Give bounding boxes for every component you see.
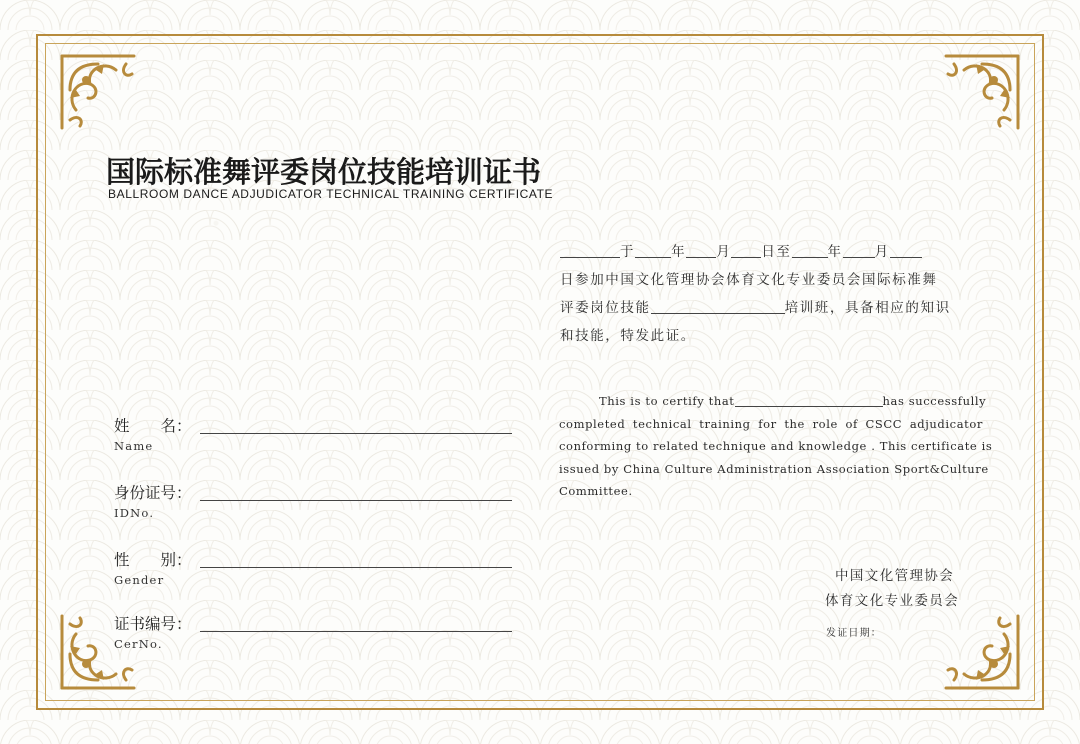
- cn-nian-text: 年: [671, 244, 687, 260]
- certificate-title-english: BALLROOM DANCE ADJUDICATOR TECHNICAL TRAINING CERTIFICATE: [108, 187, 554, 201]
- chinese-certification-text: [560, 238, 984, 350]
- cn-nian-text-2: 年: [827, 244, 843, 260]
- field-name-label: 姓 名：: [114, 417, 192, 435]
- cn-yue-text-2: 月: [874, 244, 890, 260]
- field-name-blank-line: [200, 433, 512, 434]
- field-id-number-blank-line: [200, 500, 512, 501]
- cn-line-3: [560, 294, 984, 322]
- field-gender-blank-line: [200, 567, 512, 568]
- field-gender: [114, 548, 514, 587]
- en-line-3: conforming to related technique and knowledge . This certificate is: [559, 439, 993, 453]
- cn-line-3-a: 评委岗位技能: [560, 300, 651, 316]
- en-line-4: issued by China Culture Administration Association Sport&Culture: [559, 461, 989, 476]
- field-certificate-number: [114, 612, 514, 651]
- field-id-number-label-en: IDNo.: [114, 506, 155, 520]
- cn-line-2: 日参加中国文化管理协会体育文化专业委员会国际标准舞: [560, 272, 938, 288]
- cn-line-1: [560, 238, 984, 266]
- field-gender-label-en: Gender: [114, 573, 165, 587]
- en-line-1: [559, 390, 987, 413]
- en-line-5: Committee.: [559, 484, 633, 498]
- english-certification-text: [559, 390, 993, 503]
- issuer-organization-line-2: 体育文化专业委员会: [825, 593, 960, 609]
- cn-line-4: 和技能，特发此证。: [560, 328, 696, 344]
- field-name-label-en: Name: [114, 439, 154, 453]
- en-line-2: completed technical training for the role of CSCC adjudicator: [559, 416, 983, 431]
- corner-ornament-top-right: [940, 50, 1024, 134]
- corner-ornament-bottom-right: [940, 610, 1024, 694]
- cn-line-3-b: 培训班，具备相应的知识: [784, 300, 951, 316]
- cn-ri-zhi-text: 日至: [761, 244, 792, 260]
- cn-yu-text: 于: [620, 244, 636, 260]
- en-line-1-a: This is to certify that: [599, 394, 735, 408]
- field-gender-label: 性 别：: [114, 551, 192, 569]
- issue-date-label: 发证日期：: [826, 628, 882, 639]
- certificate-title-chinese: 国际标准舞评委岗位技能培训证书: [106, 155, 542, 189]
- field-id-number: [114, 481, 514, 520]
- en-line-1-b: has successfully: [882, 394, 987, 408]
- field-certificate-number-label: 证书编号：: [114, 615, 192, 633]
- field-certificate-number-blank-line: [200, 631, 512, 632]
- cn-yue-text: 月: [716, 244, 732, 260]
- field-name: [114, 414, 514, 453]
- corner-ornament-top-left: [56, 50, 140, 134]
- issuer-organization-line-1: 中国文化管理协会: [835, 568, 955, 584]
- field-id-number-label: 身份证号：: [114, 484, 192, 502]
- field-certificate-number-label-en: CerNo.: [114, 637, 163, 651]
